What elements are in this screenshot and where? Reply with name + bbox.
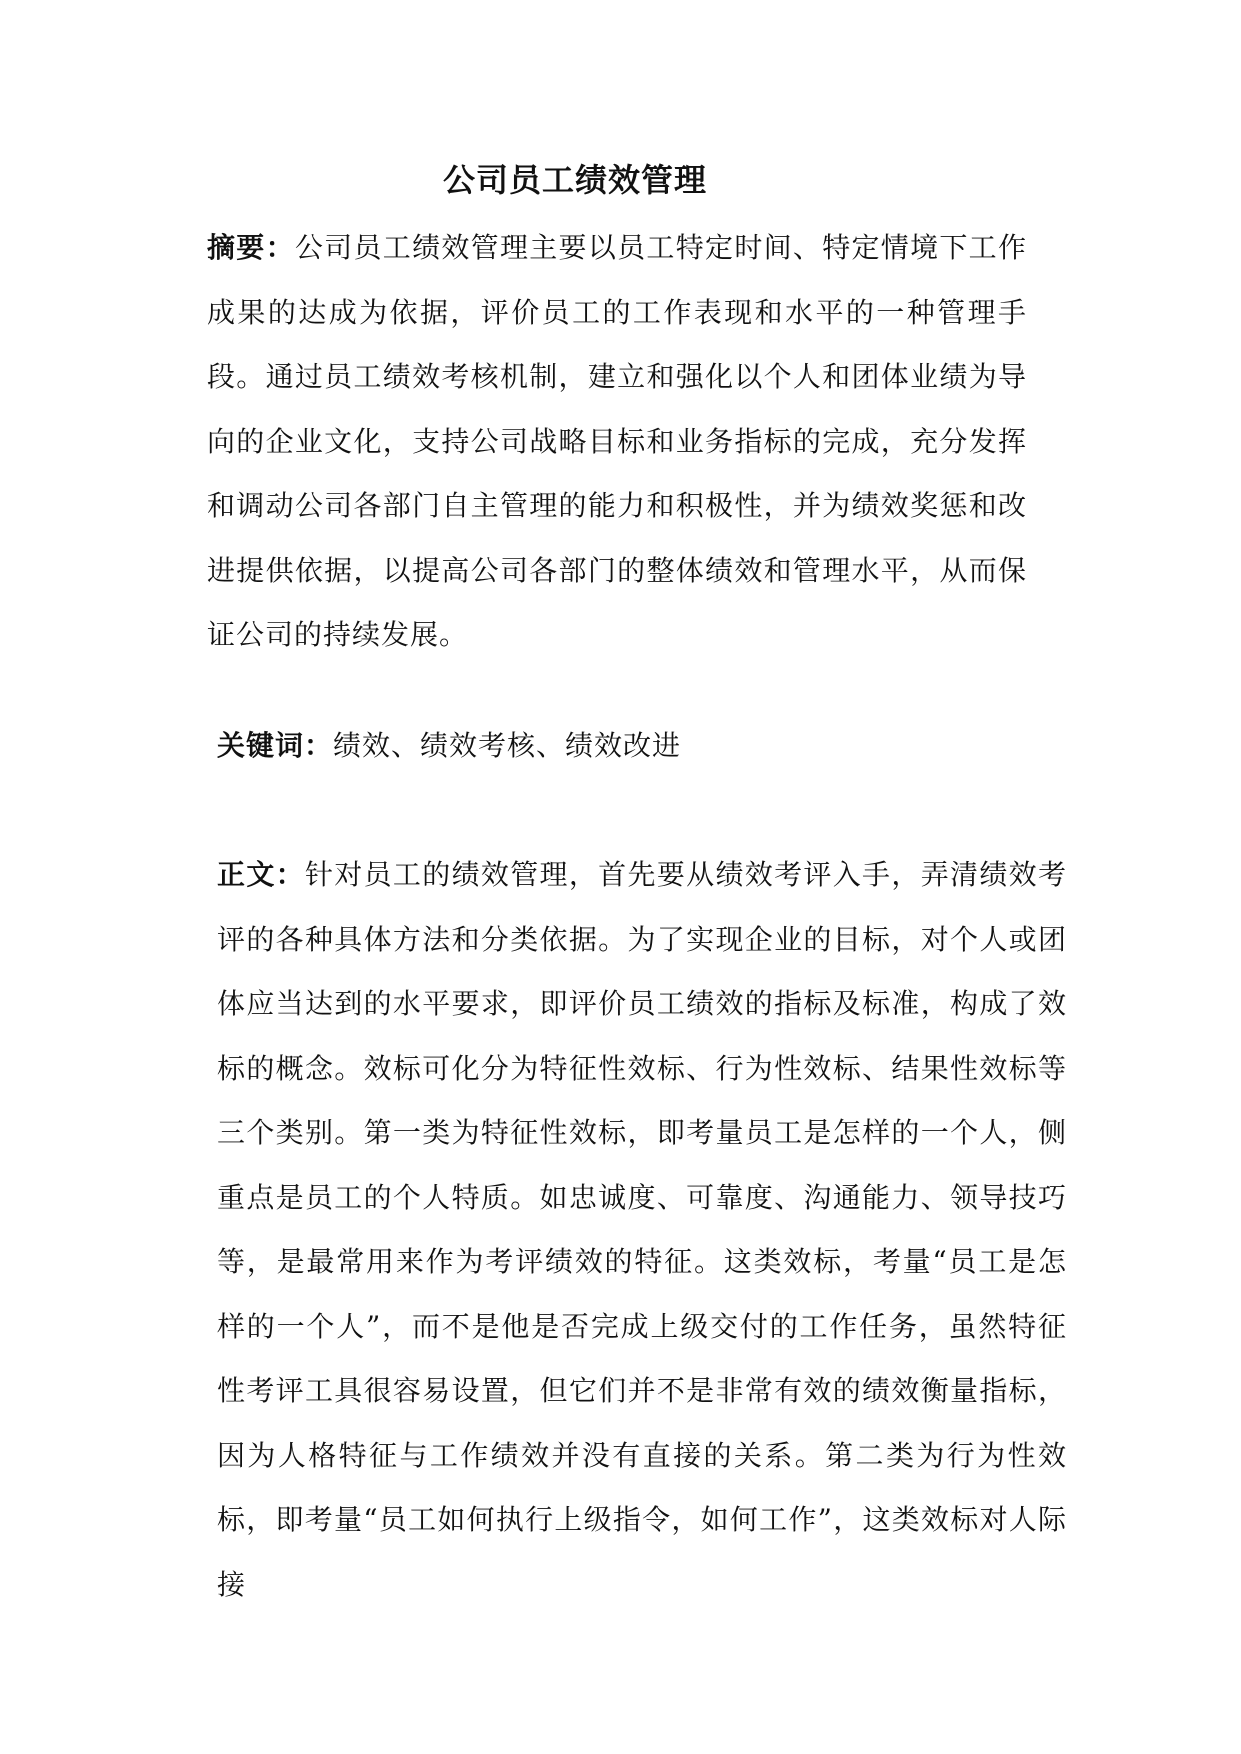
document-title: 公司员工绩效管理	[442, 161, 707, 199]
keywords-label: 关键词：	[217, 729, 334, 762]
keywords-section	[217, 714, 1037, 779]
body-text: 针对员工的绩效管理，首先要从绩效考评入手，弄清绩效考评的各种具体方法和分类依据。为了实现企业的目标，对个人或团体应当达到的水平要求，即评价员工绩效的指标及标准，构成了效标的概念。效标可化分为特征性效标、行为性效标、结果性效标等三个类别。第一类为特征性效标，即考量员工是怎样的一个人，侧重点是员工的个人特质。如忠诚度、可靠度、沟通能力、领导技巧等，是最常用来作为考评绩效的特征。这类效标，考量“员工是怎样的一个人”，而不是他是否完成上级交付的工作任务，虽然特征性考评工具很容易设置，但它们并不是非常有效的绩效衡量指标，因为人格特征与工作绩效并没有直接的关系。第二类为行为性效标，即考量“员工如何执行上级指令，如何工作”，这类效标对人际接	[217, 858, 1067, 1601]
abstract-section	[207, 216, 1027, 668]
abstract-label: 摘要：	[207, 231, 295, 264]
body-section	[217, 843, 1067, 1617]
body-label: 正文：	[217, 858, 305, 891]
abstract-text: 公司员工绩效管理主要以员工特定时间、特定情境下工作成果的达成为依据，评价员工的工作表现和水平的一种管理手段。通过员工绩效考核机制，建立和强化以个人和团体业绩为导向的企业文化，支持公司战略目标和业务指标的完成，充分发挥和调动公司各部门自主管理的能力和积极性，并为绩效奖惩和改进提供依据，以提高公司各部门的整体绩效和管理水平，从而保证公司的持续发展。	[207, 231, 1027, 651]
keywords-text: 绩效、绩效考核、绩效改进	[333, 729, 682, 762]
